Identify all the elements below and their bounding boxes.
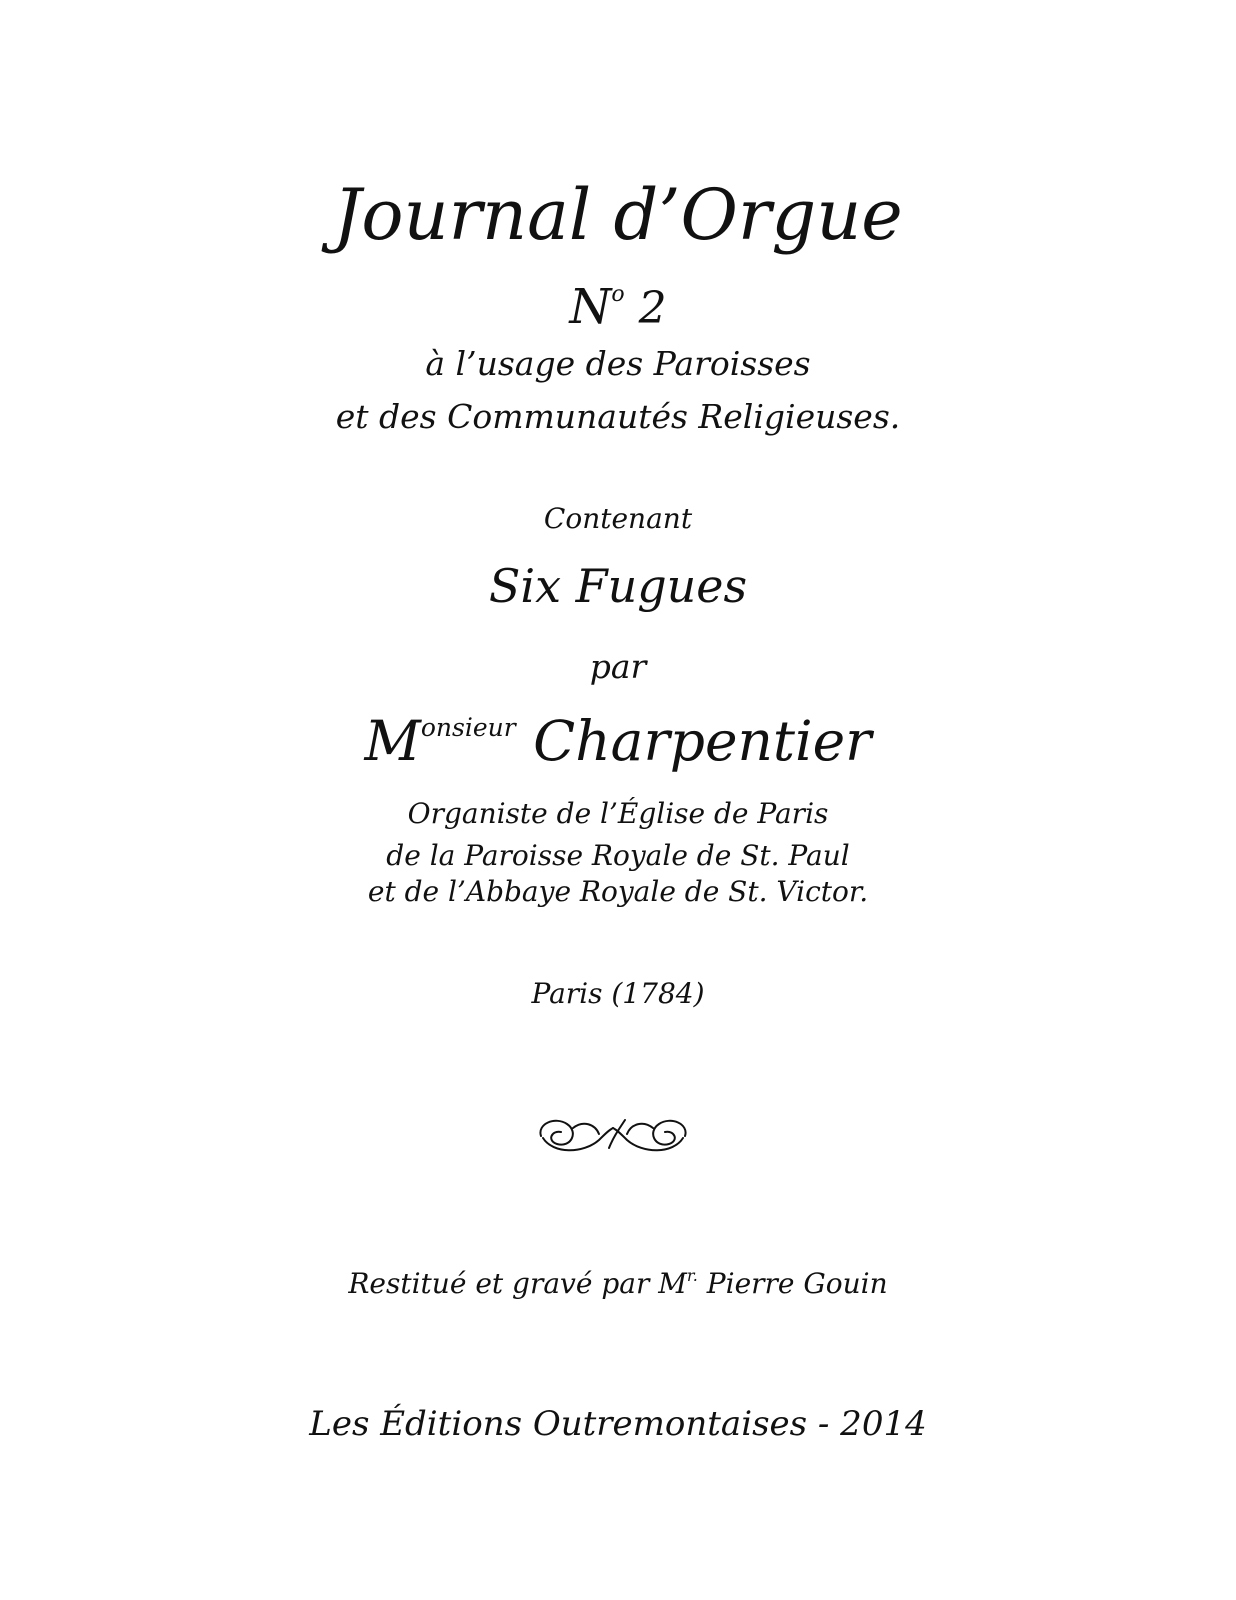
journal-title: Journal d’Orgue xyxy=(333,174,903,256)
position-line-1: Organiste de l’Église de Paris xyxy=(407,797,829,830)
publisher-line: Les Éditions Outremontaises - 2014 xyxy=(309,1404,927,1444)
usage-line-2: et des Communautés Religieuses. xyxy=(335,397,901,436)
composer-name: Charpentier xyxy=(533,709,872,773)
place-date: Paris (1784) xyxy=(531,977,705,1010)
honorific-initial: M xyxy=(364,709,421,773)
honorific-rest: onsieur xyxy=(420,713,516,742)
credit-prefix: Restitué et gravé par M xyxy=(348,1267,687,1300)
work-title: Six Fugues xyxy=(488,559,748,613)
composer-line xyxy=(0,709,1236,773)
credit-name: Pierre Gouin xyxy=(706,1267,888,1300)
credit-line xyxy=(0,1268,1236,1298)
contents-label: Contenant xyxy=(543,502,693,535)
position-line-2: de la Paroisse Royale de St. Paul xyxy=(386,839,850,872)
number-mark-letter: N xyxy=(569,279,612,335)
flourish-ornament-icon xyxy=(533,1110,693,1160)
usage-line-1: à l’usage des Paroisses xyxy=(425,344,811,383)
number-mark-suffix: o xyxy=(611,282,625,307)
number-value: 2 xyxy=(638,283,667,334)
credit-honorific-suffix: r. xyxy=(686,1266,698,1285)
by-label: par xyxy=(589,647,647,686)
journal-number xyxy=(0,279,1236,335)
position-line-3: et de l’Abbaye Royale de St. Victor. xyxy=(367,875,869,908)
number-mark xyxy=(569,279,624,335)
